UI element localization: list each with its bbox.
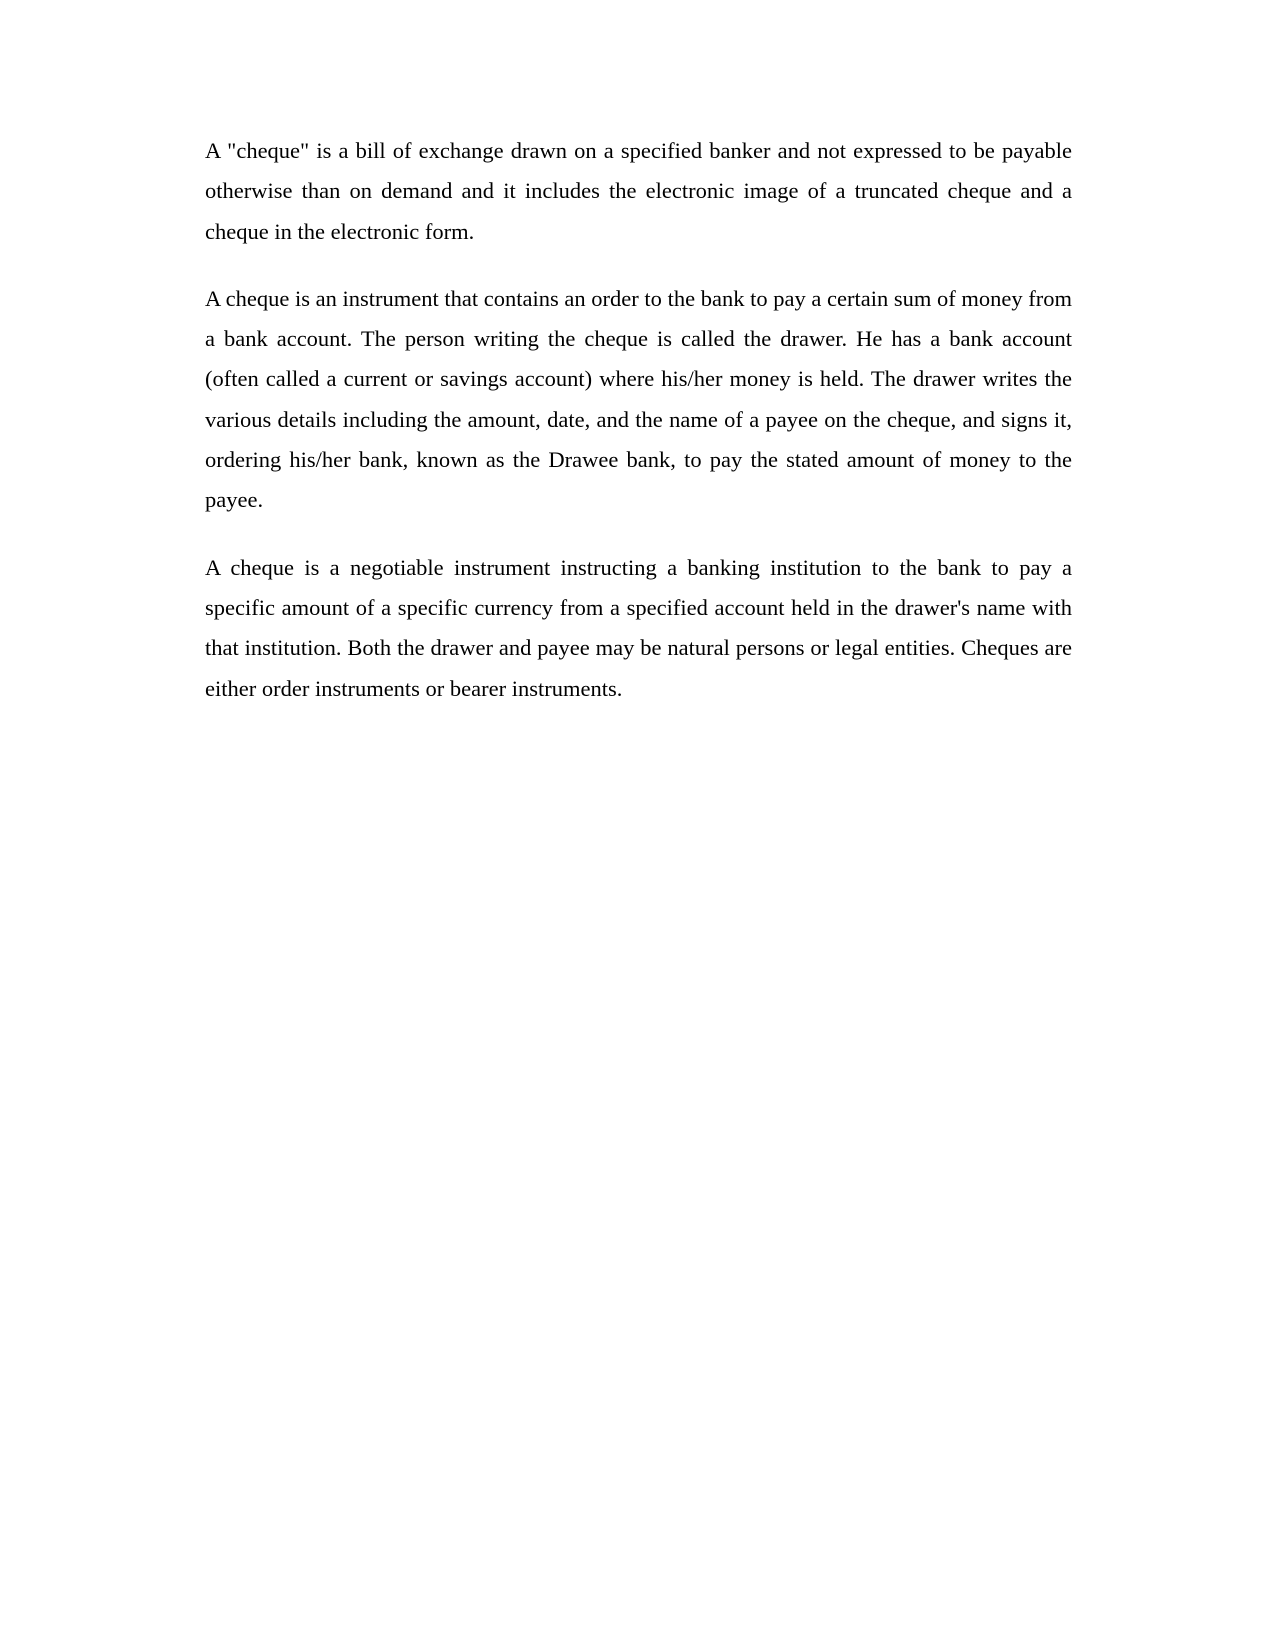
body-text bbox=[205, 131, 1072, 736]
paragraph-cheque-definition: A "cheque" is a bill of exchange drawn on a specified banker and not expressed to be payable otherwise than on demand and it includes the electronic image of a truncated cheque and a cheque in the electronic form. bbox=[205, 138, 1072, 244]
paragraph-cheque-instrument: A cheque is an instrument that contains an order to the bank to pay a certain sum of money from a bank account. The person writing the cheque is called the drawer. He has a bank account (often called a current or savings account) where his/her money is held. The drawer writes the various details including the amount, date, and the name of a payee on the cheque, and signs it, ordering his/her bank, known as the Drawee bank, to pay the stated amount of money to the payee. bbox=[205, 285, 1072, 513]
paragraph-negotiable-instrument: A cheque is a negotiable instrument instructing a banking institution to the bank to pay a specific amount of a specific currency from a specified account held in the drawer's name with that institution. Both the drawer and payee may be natural persons or legal entities. Cheques are either order instruments or bearer instruments. bbox=[205, 554, 1072, 701]
